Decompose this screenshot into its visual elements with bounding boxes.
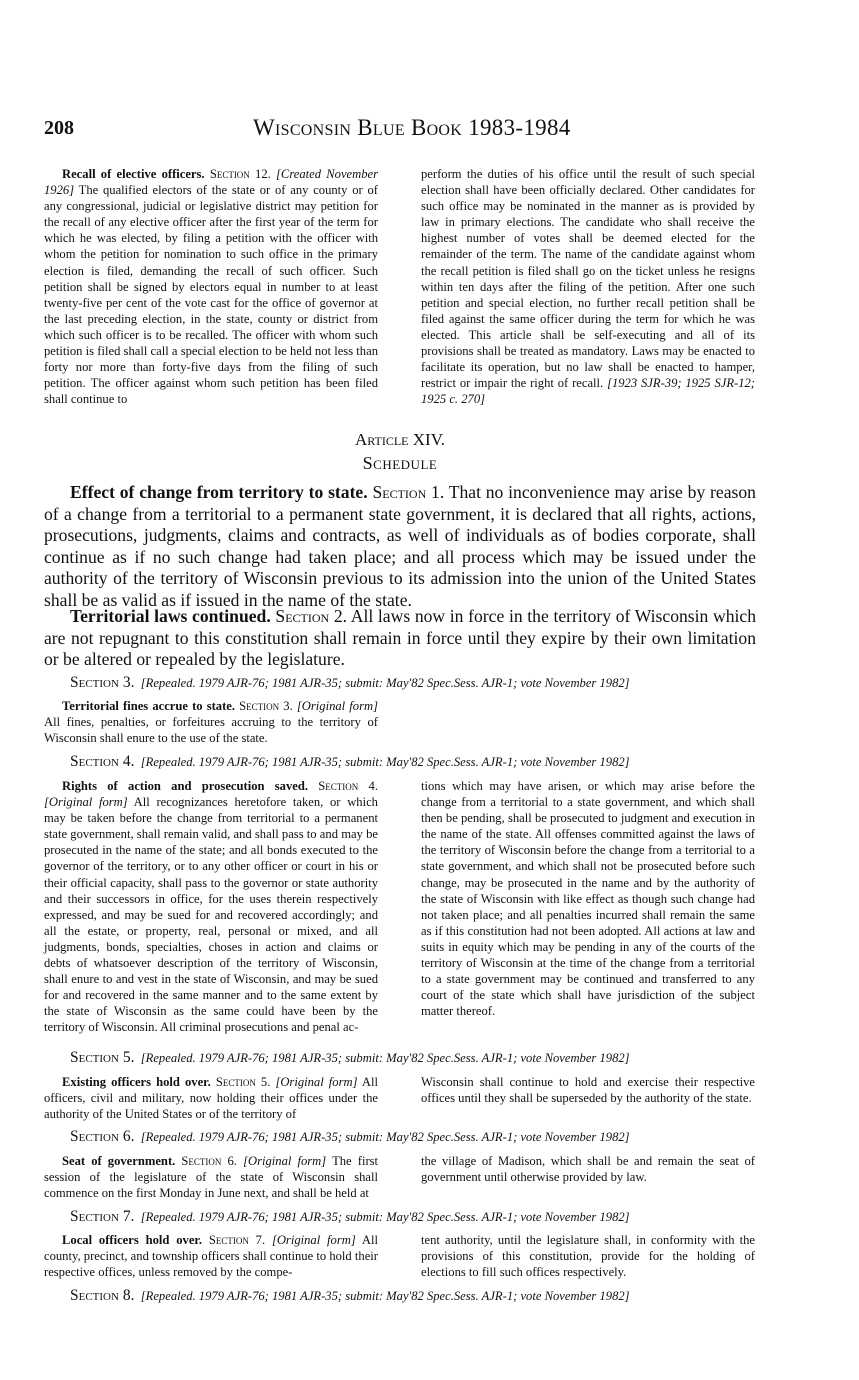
s4-repeal-line [70, 753, 630, 771]
s3-repeal-line [70, 674, 630, 692]
s7-heading: Local officers hold over. [62, 1233, 202, 1247]
s5-text-1: All officers, civil and military, now holding their offices under the authority of the United States or of the territory of [44, 1075, 378, 1122]
s4-note: [Original form] [44, 795, 128, 810]
s4-col-1 [44, 778, 378, 1036]
s5-repealed: [Repealed. 1979 AJR-76; 1981 AJR-35; submit: May'82 Spec.Sess. AJR-1; vote November 1982] [140, 1051, 630, 1065]
s4-repealed: [Repealed. 1979 AJR-76; 1981 AJR-35; submit: May'82 Spec.Sess. AJR-1; vote November 1982] [140, 755, 630, 769]
s5-repeal-line [70, 1049, 630, 1067]
recall-citation: [1923 SJR-39; 1925 SJR-12; 1925 c. 270] [421, 376, 756, 407]
s6-text-1: The first session of the legislature of the state of Wisconsin shall commence on the first Monday in June next, and shall be held at [44, 1154, 379, 1201]
section-1 [44, 482, 756, 611]
s6-col-2 [421, 1153, 755, 1185]
s1-section: Section 1. [372, 482, 445, 502]
s2-text: All laws now in force in the territory of Wisconsin which are not repugnant to this constitution shall remain in force until they expire by their own limitation or be altered or repealed by the legislature. [44, 606, 756, 669]
s8-repealed: [Repealed. 1979 AJR-76; 1981 AJR-35; submit: May'82 Spec.Sess. AJR-1; vote November 1982] [140, 1289, 630, 1303]
section-2 [44, 606, 756, 671]
s3-heading: Territorial fines accrue to state. [62, 699, 236, 713]
running-title: Wisconsin Blue Book 1983-1984 [253, 115, 571, 140]
s5-col-1 [44, 1074, 378, 1122]
s2-heading: Territorial laws continued. [70, 606, 271, 626]
s6-note: [Original form] [243, 1154, 327, 1168]
s6-heading: Seat of government. [62, 1154, 176, 1168]
s7-note: [Original form] [271, 1233, 356, 1247]
s4-text-1: All recognizances heretofore taken, or which may be taken before the change from territorial to a permanent state government, shall remain valid, and shall pass to and may be prosecuted in the name of the state; and all bonds executed to the governor of the territory, or to any other officer or court in his or their official capacity, shall pass to the governor or state authority and their successors in office, for the uses therein respectively expressed, and may be sued for and recovered accordingly; and all the estate, or property, real, personal or mixed, and all judgments, bonds, specialties, choses in action and claims or debts of whatsoever description of the territory of Wisconsin, shall enure to and vest in the state of Wisconsin, and may be sued for and recovered in the same manner and to the same extent by the state of Wisconsin as the same could have been by the territory of Wisconsin. All criminal prosecutions and penal ac- [44, 795, 378, 1035]
s5-heading: Existing officers hold over. [62, 1075, 211, 1089]
recall-text-2: perform the duties of his office until the result of such special election shall have been officially declared. Other candidates for such office may be nominated in the manner as is provided by law in primary elections. The candidate who shall receive the highest number of votes shall be deemed elected for the remainder of the term. The name of the candidate against whom the recall petition is filed shall go on the ticket unless he resigns within ten days after the filing of the petition. After one such petition and special election, no further recall petition shall be filed against the same officer during the term for which he was elected. This article shall be self-executing and all of its provisions shall be treated as mandatory. Laws may be enacted to facilitate its operation, but no law shall be enacted to hamper, restrict or impair the right of recall. [421, 167, 755, 391]
s4-text-2: tions which may have arisen, or which may arise before the change from a territorial to a state government, and which shall then be pending, shall be prosecuted to judgment and execution in the name of the state. All offenses committed against the laws of the territory of Wisconsin before the change from a territorial to a state government, and which shall not be prosecuted before such change, may be prosecuted in the name and by the authority of the state of Wisconsin with like effect as though such change had not taken place; and all penalties incurred shall remain the same as if this constitution had not been adopted. All actions at law and suits in equity which may be pending in any of the courts of the territory of Wisconsin at the time of the change from a territorial to a state government may be continued and transferred to any court of the state which shall have jurisdiction of the subject matter thereof. [421, 779, 755, 1019]
s7-text-1: All county, precinct, and township officers shall continue to hold their respective offices, unless removed by the compe- [44, 1233, 378, 1280]
s5-label: Section 5. [70, 1049, 135, 1066]
s4-heading: Rights of action and prosecution saved. [62, 779, 308, 793]
s3-body [44, 698, 378, 746]
s8-label: Section 8. [70, 1287, 135, 1304]
recall-col-2 [421, 166, 755, 407]
s7-label: Section 7. [70, 1208, 135, 1225]
s7-col-1 [44, 1232, 378, 1280]
s3-label: Section 3. [70, 674, 135, 691]
s5-section: Section 5. [215, 1075, 271, 1089]
s7-col-2 [421, 1232, 755, 1280]
s6-col-1 [44, 1153, 378, 1201]
page-number: 208 [44, 117, 74, 139]
s2-section: Section 2. [275, 606, 348, 626]
recall-heading: Recall of elective officers. [62, 167, 205, 181]
s5-note: [Original form] [275, 1075, 358, 1089]
s7-text-2: tent authority, until the legislature shall, in conformity with the provisions of this constitution, provide for the holding of elections to fill such offices respectively. [421, 1233, 755, 1280]
s1-text: That no inconvenience may arise by reason of a change from a territorial to a permanent state government, it is declared that all rights, actions, prosecutions, judgments, claims and contracts, as well of individuals as of bodies corporate, shall continue as if no such change had taken place; and all process which may be issued under the authority of the territory of Wisconsin previous to its admission into the union of the United States shall be as valid as if issued in the name of the state. [44, 482, 756, 610]
s8-repeal-line [70, 1287, 630, 1305]
recall-col-1 [44, 166, 378, 407]
s6-repeal-line [70, 1128, 630, 1146]
s5-col-2 [421, 1074, 755, 1106]
article-number: Article XIV. [354, 430, 446, 449]
s4-col-2 [421, 778, 755, 1019]
s6-repealed: [Repealed. 1979 AJR-76; 1981 AJR-35; submit: May'82 Spec.Sess. AJR-1; vote November 1982] [140, 1130, 630, 1144]
s3-repealed: [Repealed. 1979 AJR-76; 1981 AJR-35; submit: May'82 Spec.Sess. AJR-1; vote November 1982] [140, 676, 630, 690]
article-title: Schedule [362, 453, 438, 473]
recall-text-1: The qualified electors of the state or of any county or of any congressional, judicial or legislative district may petition for the recall of any elective officer after the first year of the term for which he was elected, by filing a petition with the officer with whom the petition for nomination to such office in the primary election is filed, demanding the recall of such officer. Such petition shall be signed by electors equal in number to at least twenty-five per cent of the vote cast for the office of governor at the last preceding election, in the state, county or district from which such officer is to be recalled. The officer with whom such petition is filed shall call a special election to be held not less than forty nor more than forty-five days from the filing of such petition. The officer against whom such petition has been filed shall continue to [44, 183, 378, 407]
s3-text: All fines, penalties, or forfeitures accruing to the territory of Wisconsin shall enure to the use of the state. [44, 715, 378, 746]
s5-text-2: Wisconsin shall continue to hold and exercise their respective offices until they shall be superseded by the authority of the state. [421, 1075, 755, 1106]
s6-label: Section 6. [70, 1128, 135, 1145]
s3-note: [Original form] [296, 699, 378, 713]
recall-note: [Created November 1926] [44, 167, 379, 198]
s6-section: Section 6. [181, 1154, 237, 1168]
s7-section: Section 7. [208, 1233, 266, 1247]
s3-section: Section 3. [239, 699, 293, 713]
s7-repeal-line [70, 1208, 630, 1226]
s4-section: Section 4. [318, 779, 378, 793]
s4-label: Section 4. [70, 753, 135, 770]
s7-repealed: [Repealed. 1979 AJR-76; 1981 AJR-35; submit: May'82 Spec.Sess. AJR-1; vote November 1982] [140, 1210, 630, 1224]
s6-text-2: the village of Madison, which shall be and remain the seat of government until otherwise provided by law. [421, 1154, 755, 1185]
s1-heading: Effect of change from territory to state. [70, 482, 368, 502]
recall-section: Section 12. [209, 167, 271, 181]
